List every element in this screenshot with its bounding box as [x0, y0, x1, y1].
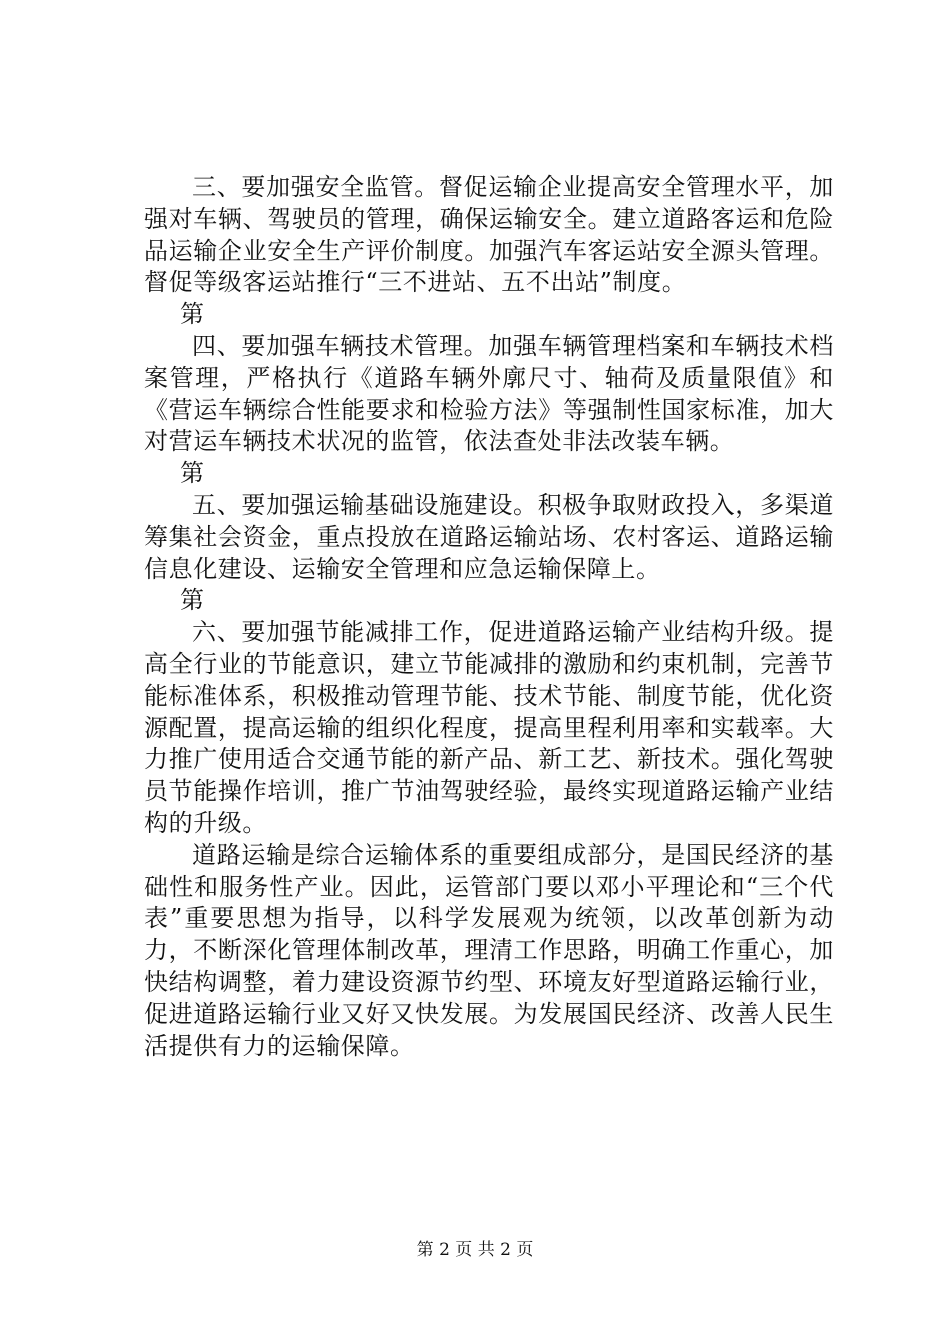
page-number-footer: 第 2 页 共 2 页	[416, 1240, 534, 1260]
document-body	[144, 172, 834, 1062]
paragraph-section-6: 六、要加强节能减排工作，促进道路运输产业结构升级。提高全行业的节能意识，建立节能减排的激励和约束机制，完善节能标准体系，积极推动管理节能、技术节能、制度节能，优化资源配置，提高运输的组织化程度，提高里程利用率和实载率。大力推广使用适合交通节能的新产品、新工艺、新技术。强化驾驶员节能操作培训，推广节油驾驶经验，最终实现道路运输产业结构的升级。	[144, 618, 834, 837]
paragraph-section-3: 三、要加强安全监管。督促运输企业提高安全管理水平，加强对车辆、驾驶员的管理，确保运输安全。建立道路客运和危险品运输企业安全生产评价制度。加强汽车客运站安全源头管理。督促等级客运站推行“三不进站、五不出站”制度。	[144, 173, 834, 297]
paragraph-conclusion: 道路运输是综合运输体系的重要组成部分，是国民经济的基础性和服务性产业。因此，运管部门要以邓小平理论和“三个代表”重要思想为指导，以科学发展观为统领，以改革创新为动力，不断深化管理体制改革，理清工作思路，明确工作重心，加快结构调整，着力建设资源节约型、环境友好型道路运输行业，促进道路运输行业又好又快发展。为发展国民经济、改善人民生活提供有力的运输保障。	[144, 840, 834, 1060]
section-marker: 第	[180, 586, 204, 615]
paragraph-section-4: 四、要加强车辆技术管理。加强车辆管理档案和车辆技术档案管理，严格执行《道路车辆外廓尺寸、轴荷及质量限值》和《营运车辆综合性能要求和检验方法》等强制性国家标准，加大对营运车辆技术状况的监管，依法查处非法改装车辆。	[144, 331, 834, 456]
section-marker: 第	[180, 300, 204, 329]
paragraph-section-5: 五、要加强运输基础设施建设。积极争取财政投入，多渠道筹集社会资金，重点投放在道路运输站场、农村客运、道路运输信息化建设、运输安全管理和应急运输保障上。	[144, 490, 834, 583]
section-marker: 第	[180, 459, 204, 488]
